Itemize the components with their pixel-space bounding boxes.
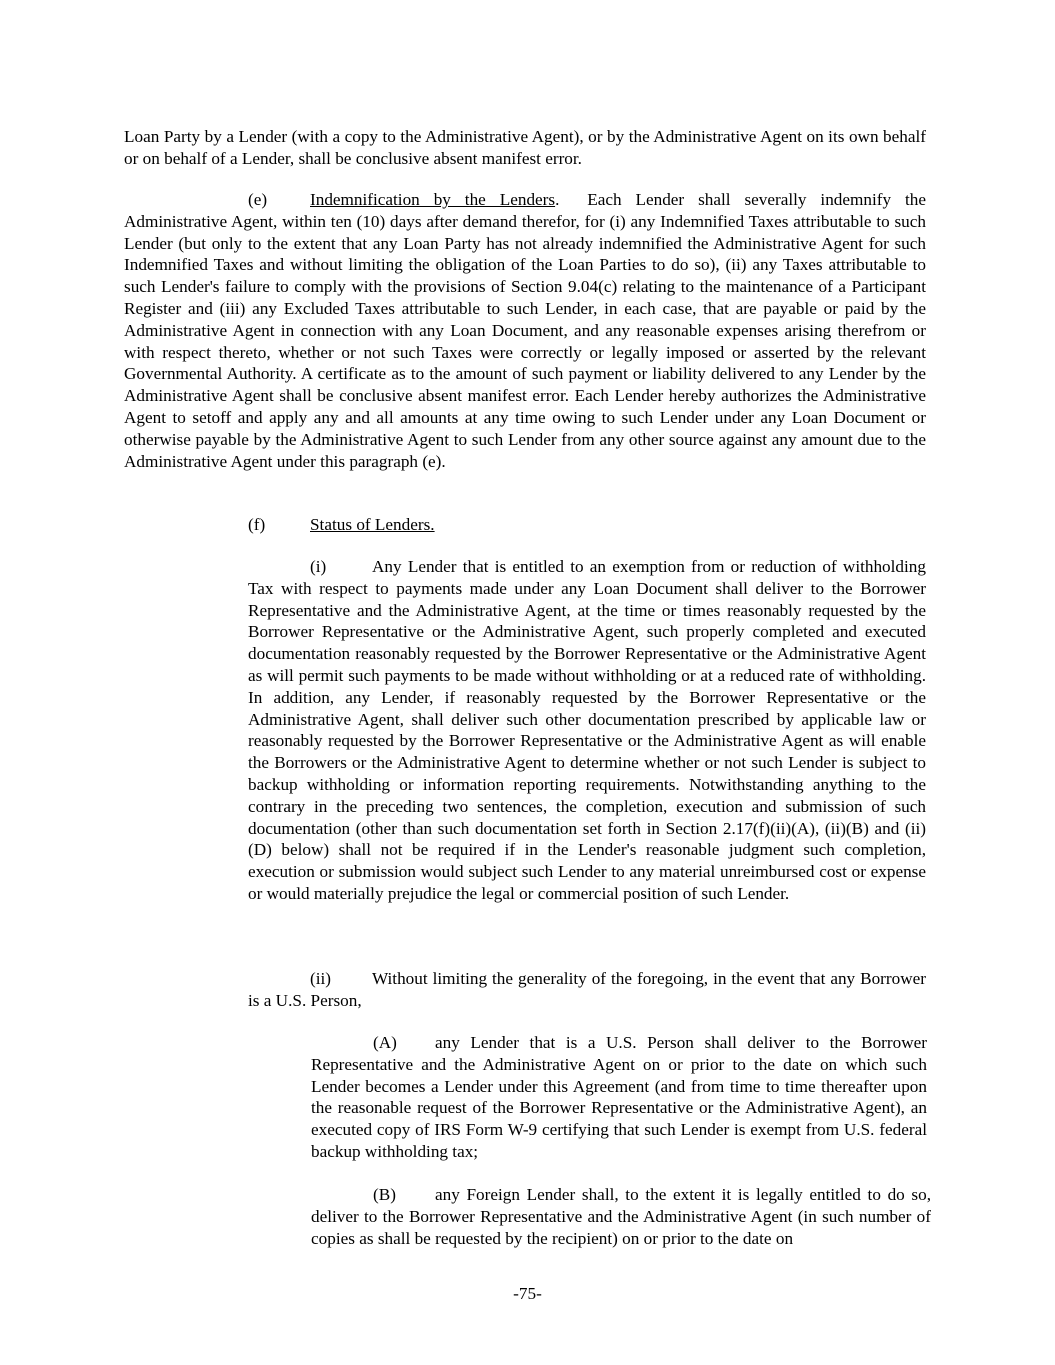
page-number: -75- (513, 1284, 542, 1303)
paragraph-f-label: (f) (248, 515, 266, 534)
paragraph-f-heading: Status of Lenders. (310, 515, 435, 534)
paragraph-f-ii-b-body: any Foreign Lender shall, to the extent it is legally entitled to do so, deliver to the Borrower Representative and the Administrative Agent (in such number of copies as shall be requested by the recipient) on or prior to the date on (311, 1185, 931, 1248)
paragraph-f (248, 514, 926, 536)
paragraph-f-ii-a-body: any Lender that is a U.S. Person shall deliver to the Borrower Representative and the Administrative Agent on or prior to the date on which such Lender becomes a Lender under this Agreement (and from time to time thereafter upon the reasonable request of the Borrower Representative or the Administrative Agent), an executed copy of IRS Form W-9 certifying that such Lender is exempt from U.S. federal backup withholding tax; (311, 1033, 927, 1161)
paragraph-f-ii-label: (ii) (310, 969, 331, 988)
paragraph-f-ii-a (311, 1032, 927, 1163)
intro-paragraph: Loan Party by a Lender (with a copy to the Administrative Agent), or by the Administrative Agent on its own behalf or on behalf of a Lender, shall be conclusive absent manifest error. (124, 127, 926, 168)
paragraph-e-label: (e) (248, 190, 268, 209)
paragraph-e (124, 189, 926, 472)
paragraph-e-heading: Indemnification by the Lenders (310, 190, 556, 209)
paragraph-f-i-body: Any Lender that is entitled to an exemption from or reduction of withholding Tax with respect to payments made under any Loan Document shall deliver to the Borrower Representative and the Administrative Agent, at the time or times reasonably requested by the Borrower Representative or the Administrative Agent, such properly completed and executed documentation reasonably requested by the Borrower Representative or the Administrative Agent as will permit such payments to be made without withholding or at a reduced rate of withholding. In addition, any Lender, if reasonably requested by the Borrower Representative or the Administrative Agent, shall deliver such other documentation prescribed by applicable law or reasonably requested by the Borrower Representative or the Administrative Agent as will enable the Borrowers or the Administrative Agent to determine whether or not such Lender is subject to backup withholding or information reporting requirements. Notwithstanding anything to the contrary in the preceding two sentences, the completion, execution and submission of such documentation (other than such documentation set forth in Section 2.17(f)(ii)(A), (ii)(B) and (ii)(D) below) shall not be required if in the Lender's reasonable judgment such completion, execution or submission would subject such Lender to any material unreimbursed cost or expense or would materially prejudice the legal or commercial position of such Lender. (248, 557, 926, 903)
paragraph-e-body: Each Lender shall severally indemnify the Administrative Agent, within ten (10) days after demand therefor, for (i) any Indemnified Taxes attributable to such Lender (but only to the extent that any Loan Party has not already indemnified the Administrative Agent for such Indemnified Taxes and without limiting the obligation of the Loan Parties to do so), (ii) any Taxes attributable to such Lender's failure to comply with the provisions of Section 9.04(c) relating to the maintenance of a Participant Register and (iii) any Excluded Taxes attributable to such Lender, in each case, that are payable or paid by the Administrative Agent in connection with any Loan Document, and any reasonable expenses arising therefrom or with respect thereto, whether or not such Taxes were correctly or legally imposed or asserted by the relevant Governmental Authority. A certificate as to the amount of such payment or liability delivered to any Lender by the Administrative Agent shall be conclusive absent manifest error. Each Lender hereby authorizes the Administrative Agent to setoff and apply any and all amounts at any time owing to such Lender under any Loan Document or otherwise payable by the Administrative Agent to such Lender from any other source against any amount due to the Administrative Agent under this paragraph (e). (124, 190, 926, 471)
paragraph-f-ii-body: Without limiting the generality of the foregoing, in the event that any Borrower is a U.S. Person, (248, 969, 926, 1010)
paragraph-f-ii (248, 968, 926, 1012)
paragraph-f-ii-b-label: (B) (373, 1185, 396, 1204)
paragraph-f-ii-a-label: (A) (373, 1033, 397, 1052)
paragraph-e-heading-suffix: . (555, 190, 560, 209)
paragraph-f-i-label: (i) (310, 557, 327, 576)
paragraph-f-i (248, 556, 926, 905)
paragraph-f-ii-b (311, 1184, 931, 1249)
